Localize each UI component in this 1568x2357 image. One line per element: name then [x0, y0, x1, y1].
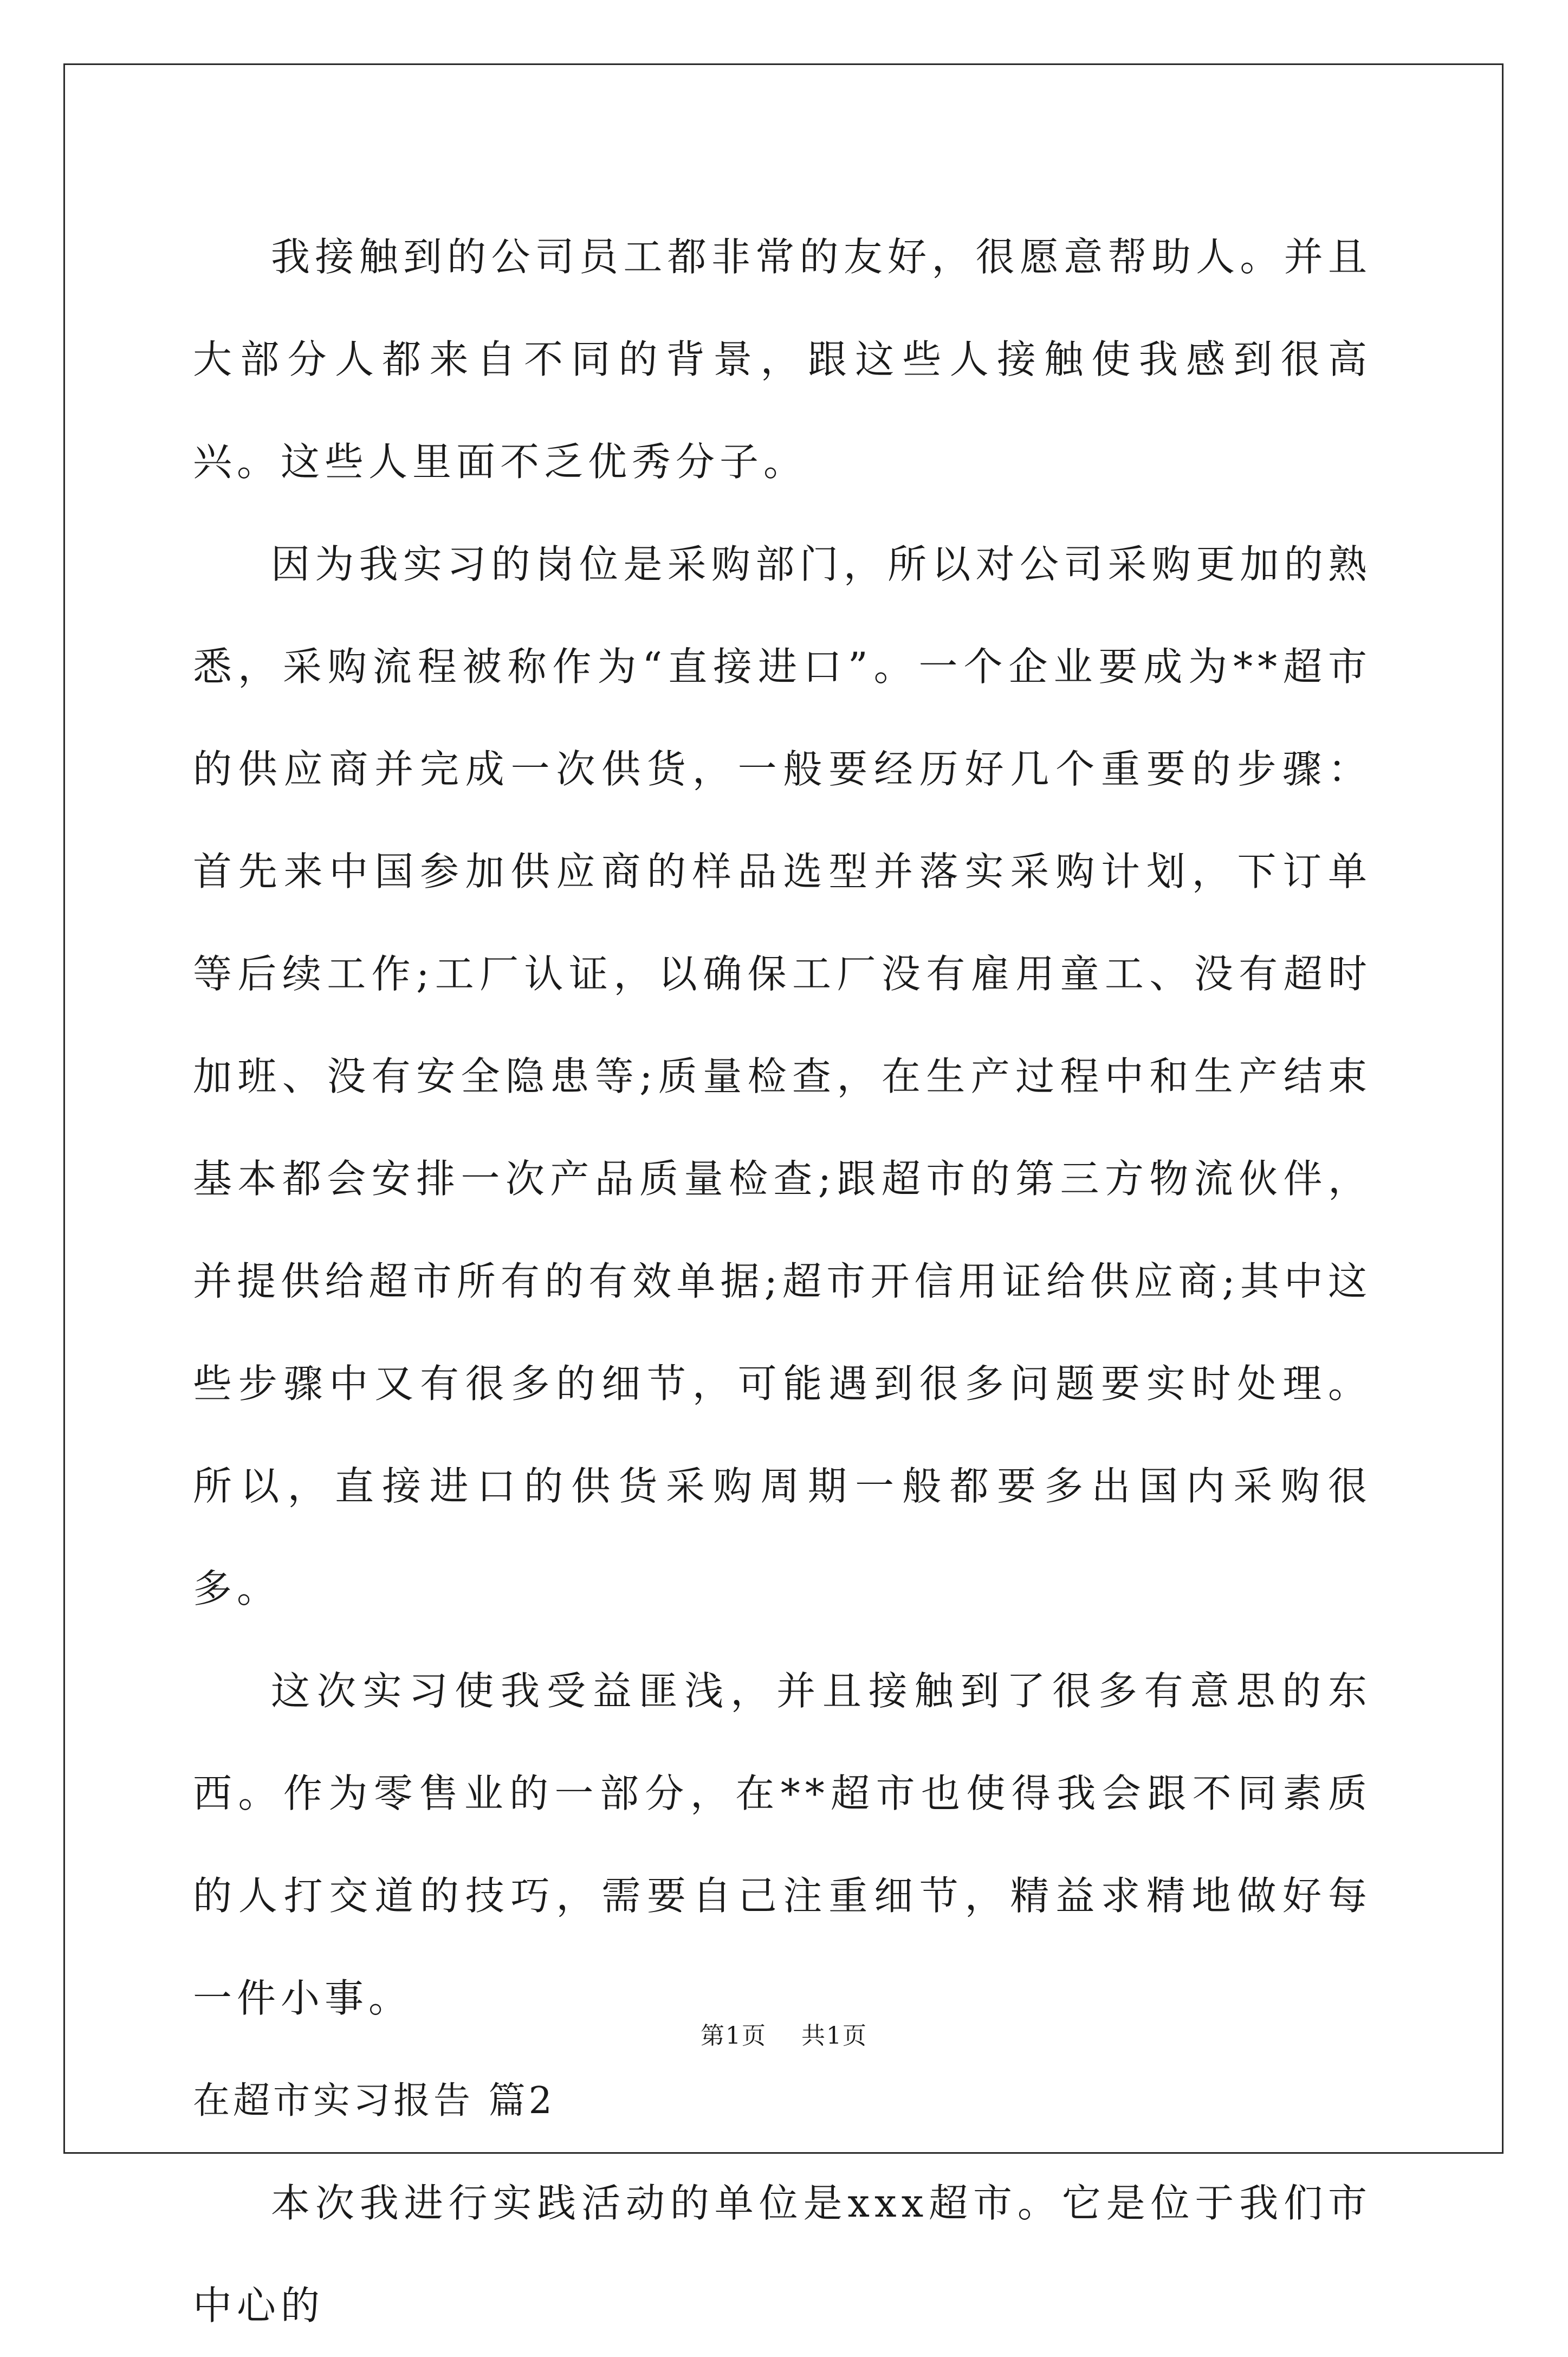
page-footer: [0, 2016, 1568, 2051]
page-number-total: 共1页: [801, 2022, 867, 2050]
paragraph-procurement: 因为我实习的岗位是采购部门，所以对公司采购更加的熟悉，采购流程被称作为“直接进口”。一个企业要成为**超市的供应商并完成一次供货，一般要经历好几个重要的步骤：首先来中国参加供应商的样品选型并落实采购计划，下订单等后续工作;工厂认证，以确保工厂没有雇用童工、没有超时加班、没有安全隐患等;质量检查，在生产过程中和生产结束基本都会安排一次产品质量检查;跟超市的第三方物流伙伴，并提供给超市所有的有效单据;超市开信用证给供应商;其中这些步骤中又有很多的细节，可能遇到很多问题要实时处理。所以，直接进口的供货采购周期一般都要多出国内采购很多。: [193, 541, 1372, 1611]
paragraph-section-intro: 本次我进行实践活动的单位是xxx超市。它是位于我们市中心的: [193, 2180, 1372, 2328]
section-heading: 在超市实习报告 篇2: [193, 2080, 555, 2122]
paragraph-summary: 这次实习使我受益匪浅，并且接触到了很多有意思的东西。作为零售业的一部分，在**超市也使得我会跟不同素质的人打交道的技巧，需要自己注重细节，精益求精地做好每一件小事。: [193, 1668, 1372, 2021]
paragraph-colleagues: 我接触到的公司员工都非常的友好，很愿意帮助人。并且大部分人都来自不同的背景，跟这些人接触使我感到很高兴。这些人里面不乏优秀分子。: [193, 234, 1372, 485]
page-number-current: 第1页: [701, 2022, 767, 2050]
